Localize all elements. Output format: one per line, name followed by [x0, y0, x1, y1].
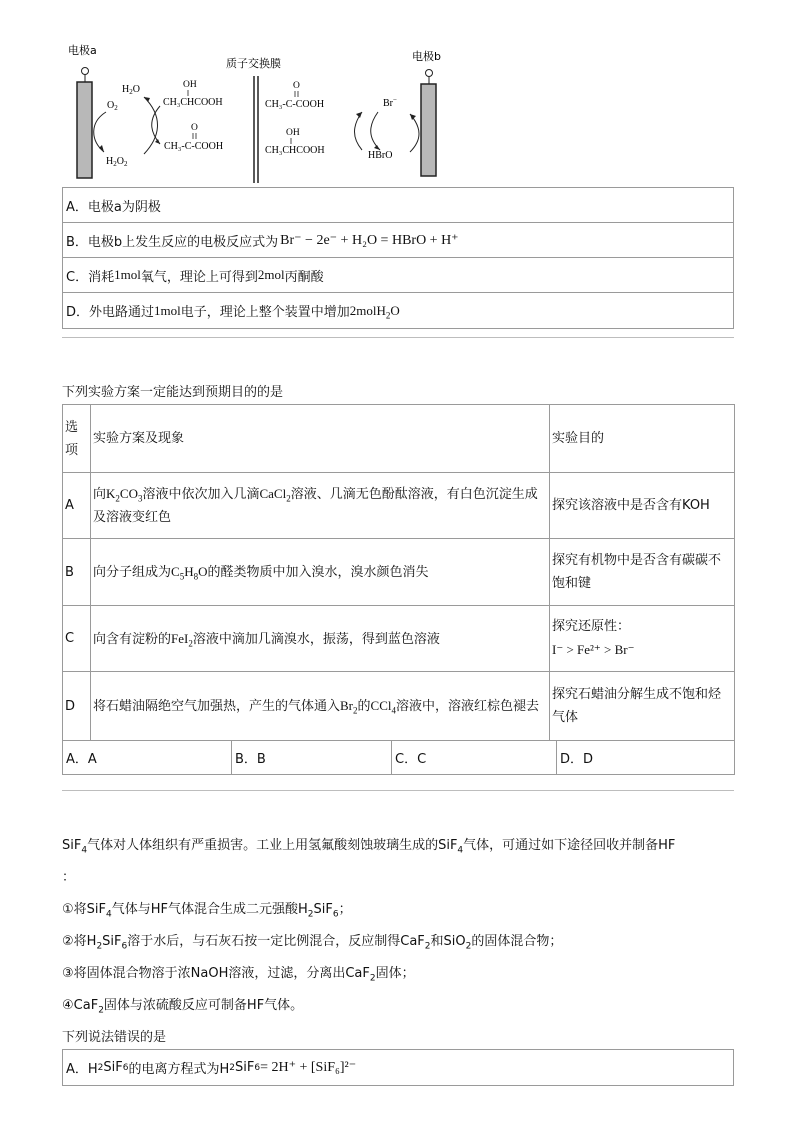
electrolysis-diagram: [62, 40, 492, 190]
right-carbonyl-o: O: [293, 81, 300, 91]
left-lactic-acid: CH₃CHCOOH: [163, 97, 223, 108]
electrode-b-label: 电极b: [412, 50, 441, 63]
header-goal: 实验目的: [550, 405, 735, 473]
oxygen-label: $O_2$: [107, 100, 118, 112]
membrane-label: 质子交换膜: [226, 57, 281, 70]
header-option: 选 项: [63, 405, 91, 473]
row-b-plan: 向分子组成为$C_5H_8O$的醛类物质中加入溴水，溴水颜色消失: [91, 539, 550, 606]
q3-step-3: ③将固体混合物溶于浓NaOH溶液，过滤，分离出CaF$_2$固体；: [62, 966, 415, 984]
q2-answer-d[interactable]: D．D: [557, 741, 735, 775]
row-a-key: A: [63, 473, 91, 539]
row-c-goal: 探究还原性： I⁻ > Fe²⁺ > Br⁻: [550, 606, 735, 672]
right-cycle-arrow-1: [355, 112, 363, 150]
q1-options: [62, 187, 734, 329]
q3-option-a[interactable]: A．H 2 SiF 6 的电离方程式为H 2 SiF 6 = 2H⁺ + [SiF₆]²⁻: [66, 1060, 357, 1077]
experiment-table: [62, 404, 735, 741]
hydrogen-peroxide-label: $H_2O_2$: [106, 156, 128, 168]
hbro-label: HBrO: [368, 150, 393, 161]
right-cycle-arrow-3: [410, 114, 419, 152]
q1-option-b-formula: Br⁻ − 2e⁻ + H₂O = HBrO + H⁺: [280, 232, 459, 248]
bromide-label: Br−: [383, 96, 397, 109]
q3-step-1: ①将SiF$_4$气体与HF气体混合生成二元强酸$H_2SiF_6$；: [62, 902, 352, 920]
row-a-plan: 向$K_2CO_3$溶液中依次加入几滴CaCl$_2$溶液、几滴无色酚酞溶液，有白色沉淀生成及溶液变红色: [91, 473, 550, 539]
q3-question: 下列说法错误的是: [62, 1030, 167, 1045]
left-cycle-arrow-1: [94, 112, 106, 152]
electrode-a: [77, 82, 92, 178]
q1-option-b-text: B．电极b上发生反应的电极反应式为: [66, 234, 279, 250]
q1-option-d-formula: 2molH$_2$O: [349, 302, 400, 321]
left-oh-label: OH: [183, 80, 197, 90]
left-cycle-arrow-2: [144, 97, 158, 154]
section-divider-1: [62, 337, 734, 338]
q1-option-c[interactable]: [63, 258, 733, 293]
table-row: [63, 539, 735, 606]
table-header-row: [63, 405, 735, 473]
row-d-key: D: [63, 672, 91, 741]
right-lactic-acid: CH₃CHCOOH: [265, 145, 325, 156]
left-cycle-arrow-3: [152, 106, 160, 144]
q1-option-d-mid: 电子，理论上整个装置中增加: [180, 305, 350, 320]
row-a-goal: 探究该溶液中是否含有KOH: [550, 473, 735, 539]
header-plan: 实验方案及现象: [91, 405, 550, 473]
table-row: [63, 672, 735, 741]
q3-step-2: ②将$H_2SiF_6$溶于水后，与石灰石按一定比例混合，反应制得CaF$_2$和SiO$_2$的固体混合物；: [62, 934, 563, 952]
row-c-plan: 向含有淀粉的FeI$_2$溶液中滴加几滴溴水，振荡，得到蓝色溶液: [91, 606, 550, 672]
q3-options: [62, 1049, 734, 1086]
q1-option-a-text: A．电极a为阴极: [66, 199, 161, 215]
right-oh-label: OH: [286, 128, 300, 138]
left-pyruvic-acid: CH₃-C-COOH: [164, 141, 224, 152]
electrode-b: [421, 84, 436, 176]
table-row: [63, 473, 735, 539]
q1-option-c-prefix: C．消耗: [66, 269, 115, 285]
row-d-goal: 探究石蜡油分解生成不饱和烃气体: [550, 672, 735, 741]
q2-answer-options: [62, 740, 735, 775]
row-c-key: C: [63, 606, 91, 672]
left-carbonyl-o: O: [191, 123, 198, 133]
q1-option-c-mid: 氧气，理论上可得到: [140, 269, 258, 285]
water-label: $H_2O$: [122, 84, 140, 96]
q1-option-a[interactable]: [63, 188, 733, 223]
q1-option-d-mol1: 1mol: [154, 302, 181, 318]
electrode-b-terminal: [426, 70, 433, 77]
q2-answer-a[interactable]: A．A: [63, 741, 232, 775]
q2-answer-c[interactable]: C．C: [392, 741, 557, 775]
q1-option-c-mol2: 2mol: [257, 267, 285, 282]
q1-option-d[interactable]: [63, 293, 733, 328]
q3-stem: SiF$_4$气体对人体组织有严重损害。工业上用氢氟酸刻蚀玻璃生成的SiF$_4$气体，可通过如下途径回收并制备HF: [62, 838, 676, 856]
section-divider-2: [62, 790, 734, 791]
electrode-a-terminal: [82, 68, 89, 75]
q1-option-d-prefix: D．外电路通过: [66, 305, 155, 320]
right-cycle-arrow-2: [371, 112, 380, 150]
q2-stem: 下列实验方案一定能达到预期目的的是: [62, 385, 284, 400]
q3-step-4: ④CaF$_2$固体与浓硫酸反应可制备HF气体。: [62, 998, 304, 1016]
q2-answer-b[interactable]: B．B: [232, 741, 392, 775]
q1-option-b[interactable]: [63, 223, 733, 258]
row-b-key: B: [63, 539, 91, 606]
q1-option-c-mol1: 1mol: [114, 267, 141, 282]
right-pyruvic-acid: CH₃-C-COOH: [265, 99, 325, 110]
row-d-plan: 将石蜡油隔绝空气加强热，产生的气体通入$Br_2$的CCl$_4$溶液中，溶液红棕色褪去: [91, 672, 550, 741]
q3-stem-colon: ：: [62, 870, 76, 885]
row-b-goal: 探究有机物中是否含有碳碳不饱和键: [550, 539, 735, 606]
electrode-a-label: 电极a: [68, 44, 97, 57]
table-row: [63, 606, 735, 672]
q1-option-c-suffix: 丙酮酸: [284, 269, 324, 285]
